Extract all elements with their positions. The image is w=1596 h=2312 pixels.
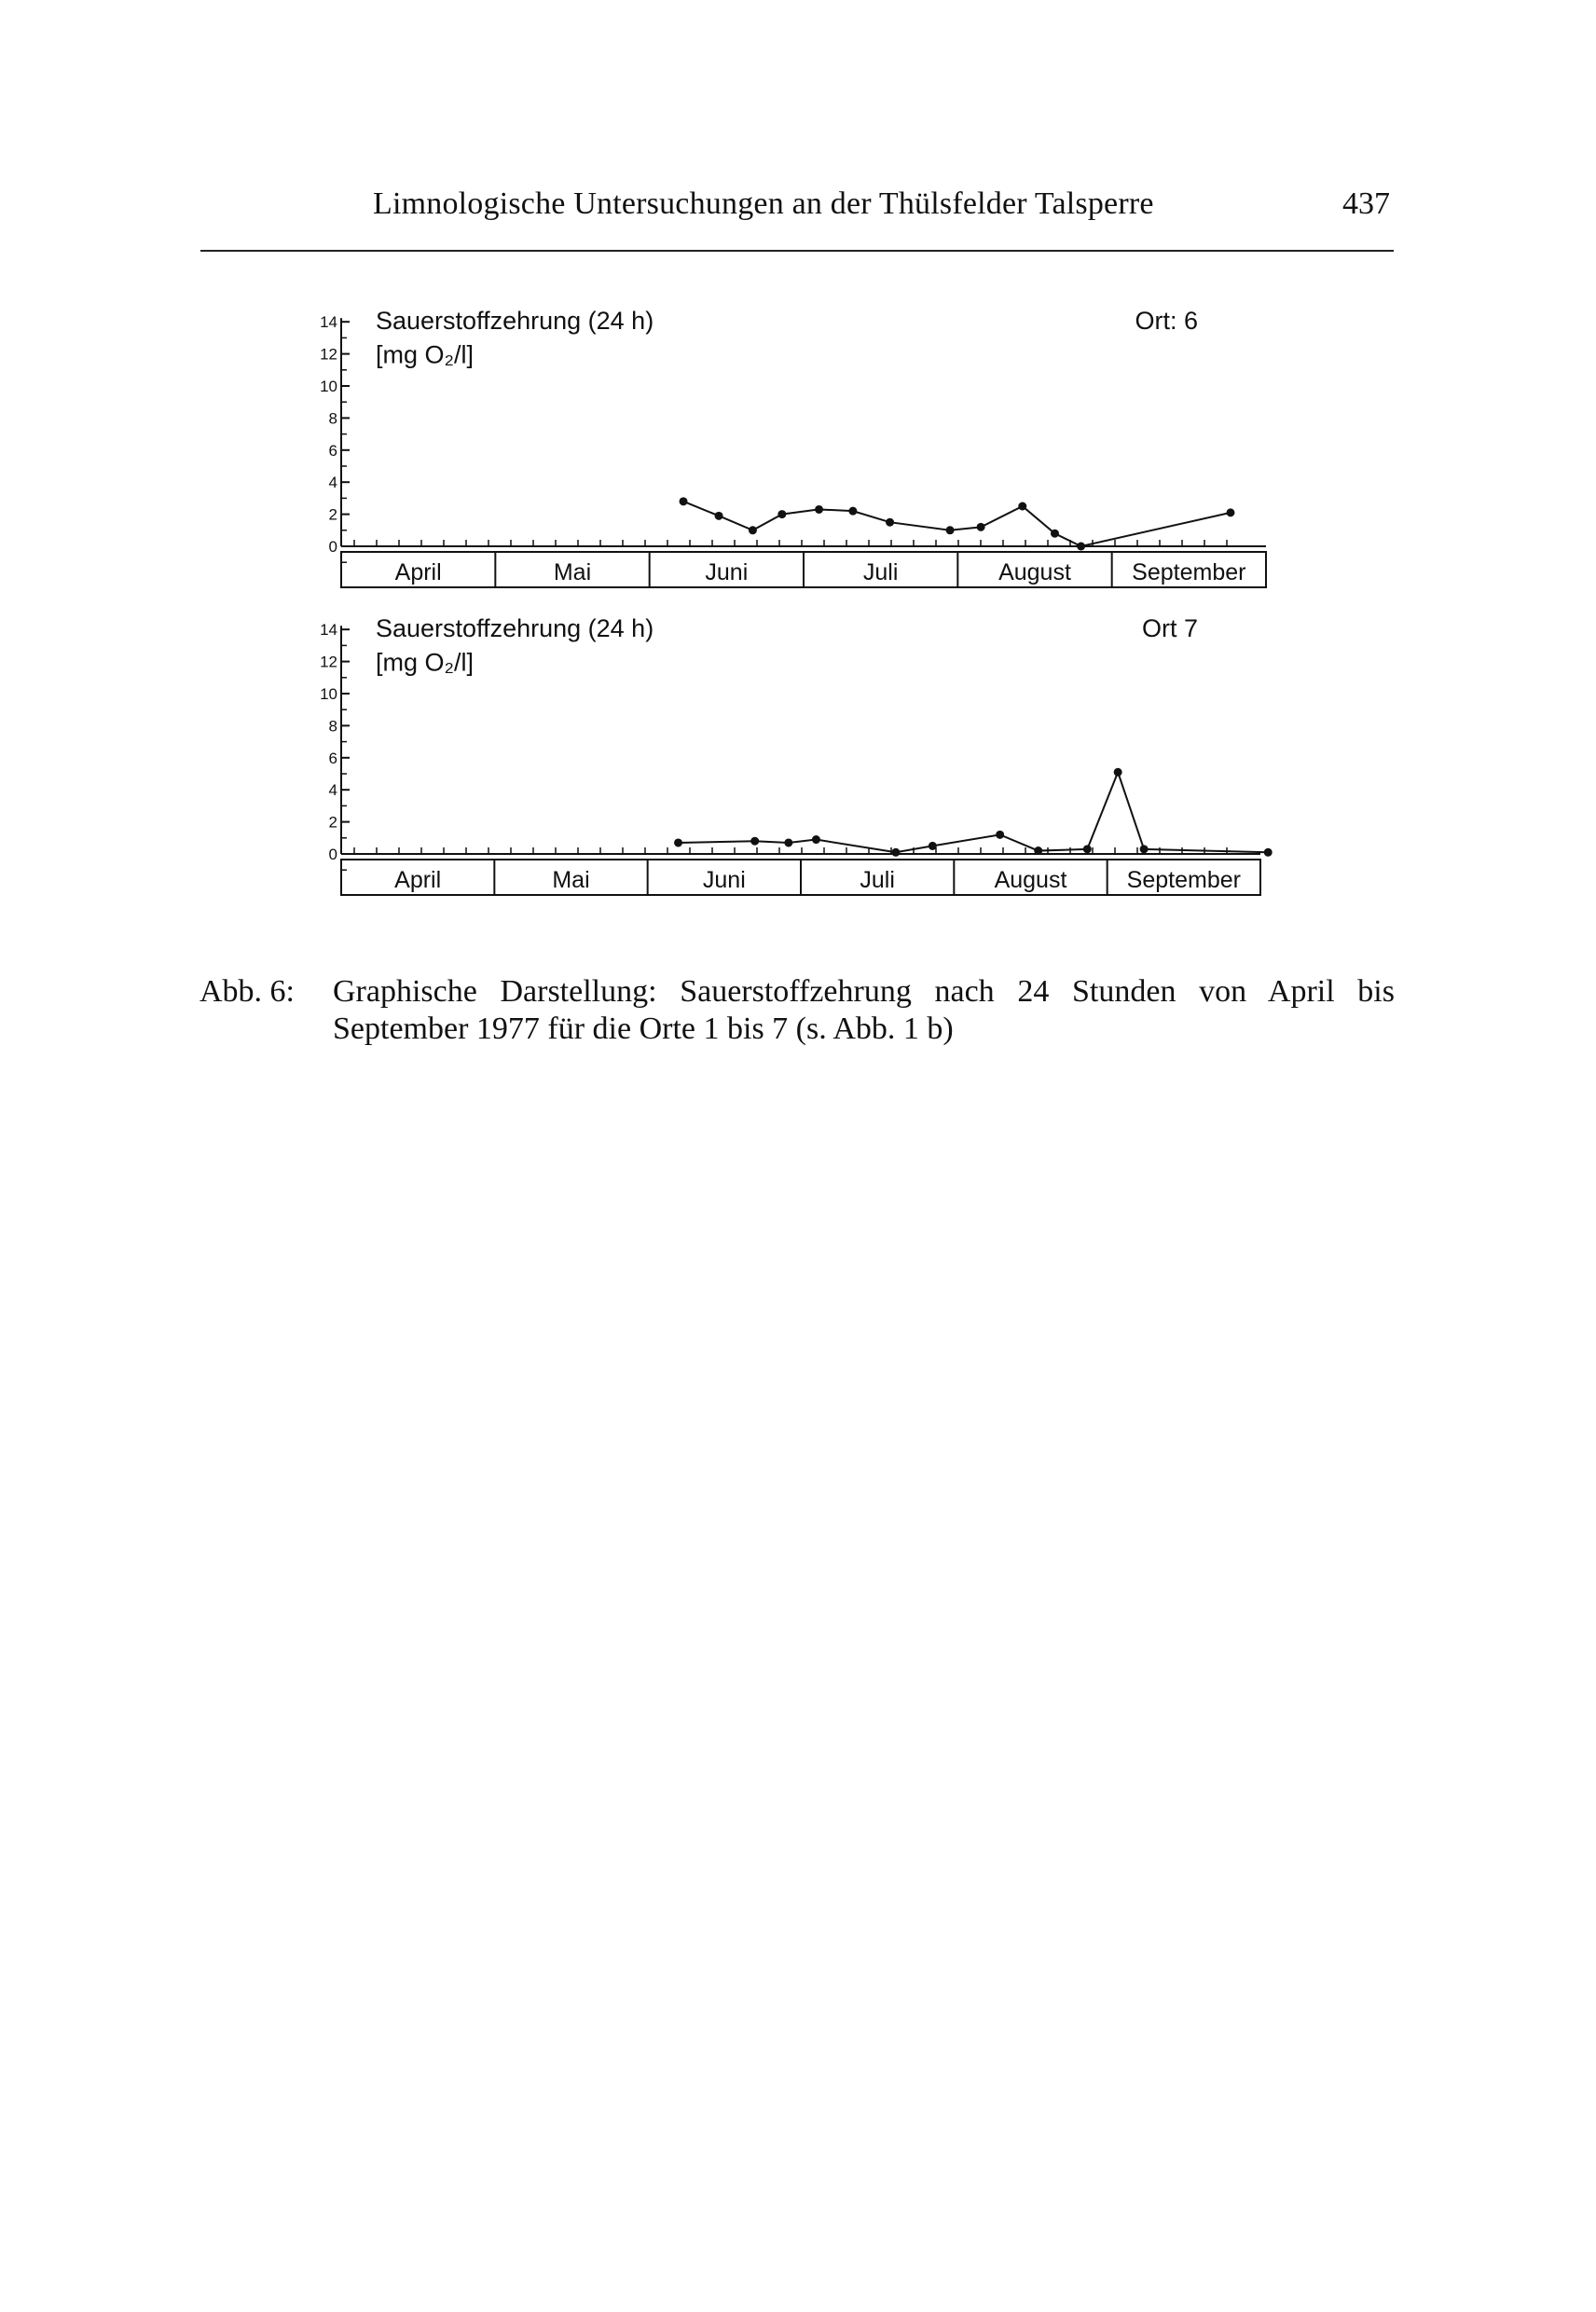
month-label: Juni: [702, 867, 746, 893]
month-label: Mai: [552, 867, 590, 893]
chart-location: Ort: 6: [1135, 307, 1198, 336]
y-tick-label: 10: [320, 378, 337, 395]
chart-ylabel: [mg O₂/l]: [376, 340, 474, 369]
chart-title: Sauerstoffzehrung (24 h): [376, 307, 654, 336]
data-point: [815, 505, 823, 514]
data-point: [1018, 502, 1026, 511]
month-label: April: [394, 867, 442, 893]
data-point: [784, 838, 792, 846]
month-label: Juni: [705, 559, 749, 585]
data-point: [1051, 530, 1059, 538]
data-point: [749, 526, 757, 534]
page-number: 437: [1342, 186, 1390, 221]
month-label: April: [394, 559, 442, 585]
chart-ort-7: [320, 614, 1273, 895]
data-point: [1114, 768, 1122, 777]
y-tick-label: 6: [328, 749, 337, 767]
data-point: [812, 835, 820, 844]
y-tick-label: 10: [320, 685, 337, 703]
data-point: [929, 842, 937, 850]
month-label: Mai: [553, 559, 592, 585]
month-label: Juli: [860, 867, 895, 893]
chart-ylabel: [mg O₂/l]: [376, 648, 474, 677]
y-tick-label: 0: [328, 538, 337, 556]
y-tick-label: 14: [320, 621, 337, 640]
running-head: Limnologische Untersuchungen an der Thülsfelder Talsperre: [373, 186, 1154, 221]
data-point: [1077, 543, 1085, 551]
y-tick-label: 4: [328, 781, 337, 800]
y-tick-label: 4: [328, 474, 337, 492]
month-label: September: [1126, 867, 1241, 893]
data-point: [1140, 845, 1149, 853]
data-point: [886, 518, 894, 527]
data-point: [1264, 848, 1273, 857]
data-point: [1083, 845, 1092, 853]
y-tick-label: 8: [328, 717, 337, 736]
series-line: [683, 502, 1231, 546]
y-tick-label: 2: [328, 505, 337, 524]
data-point: [848, 507, 857, 516]
y-tick-label: 6: [328, 441, 337, 460]
data-point: [715, 512, 723, 520]
chart-ort-6: [320, 307, 1266, 587]
y-tick-label: 2: [328, 813, 337, 832]
data-point: [891, 848, 900, 857]
header-rule: [200, 250, 1394, 252]
caption-text: Graphische Darstellung: Sauerstoffzehrung nach 24 Stunden von April bis September 1977 für die Orte 1 bis 7 (s. Abb. 1 b): [333, 974, 1395, 1046]
caption-label: Abb. 6:: [200, 974, 295, 1009]
data-point: [777, 510, 786, 518]
figure: [308, 280, 1286, 914]
data-point: [680, 497, 688, 505]
series-line: [679, 772, 1269, 852]
y-tick-label: 8: [328, 409, 337, 428]
month-label: August: [994, 867, 1067, 893]
month-label: Juli: [862, 559, 899, 585]
y-tick-label: 14: [320, 313, 337, 332]
chart-location: Ort 7: [1141, 614, 1198, 643]
data-point: [1226, 508, 1234, 516]
data-point: [977, 523, 985, 531]
data-point: [946, 526, 955, 534]
y-tick-label: 12: [320, 653, 337, 671]
data-point: [674, 838, 682, 846]
month-label: August: [998, 559, 1071, 585]
chart-title: Sauerstoffzehrung (24 h): [376, 614, 654, 643]
y-tick-label: 12: [320, 345, 337, 364]
data-point: [996, 831, 1004, 839]
y-tick-label: 0: [328, 846, 337, 863]
figure-svg: [308, 280, 1286, 914]
data-point: [1034, 846, 1042, 855]
month-label: September: [1132, 559, 1246, 585]
data-point: [750, 837, 759, 846]
